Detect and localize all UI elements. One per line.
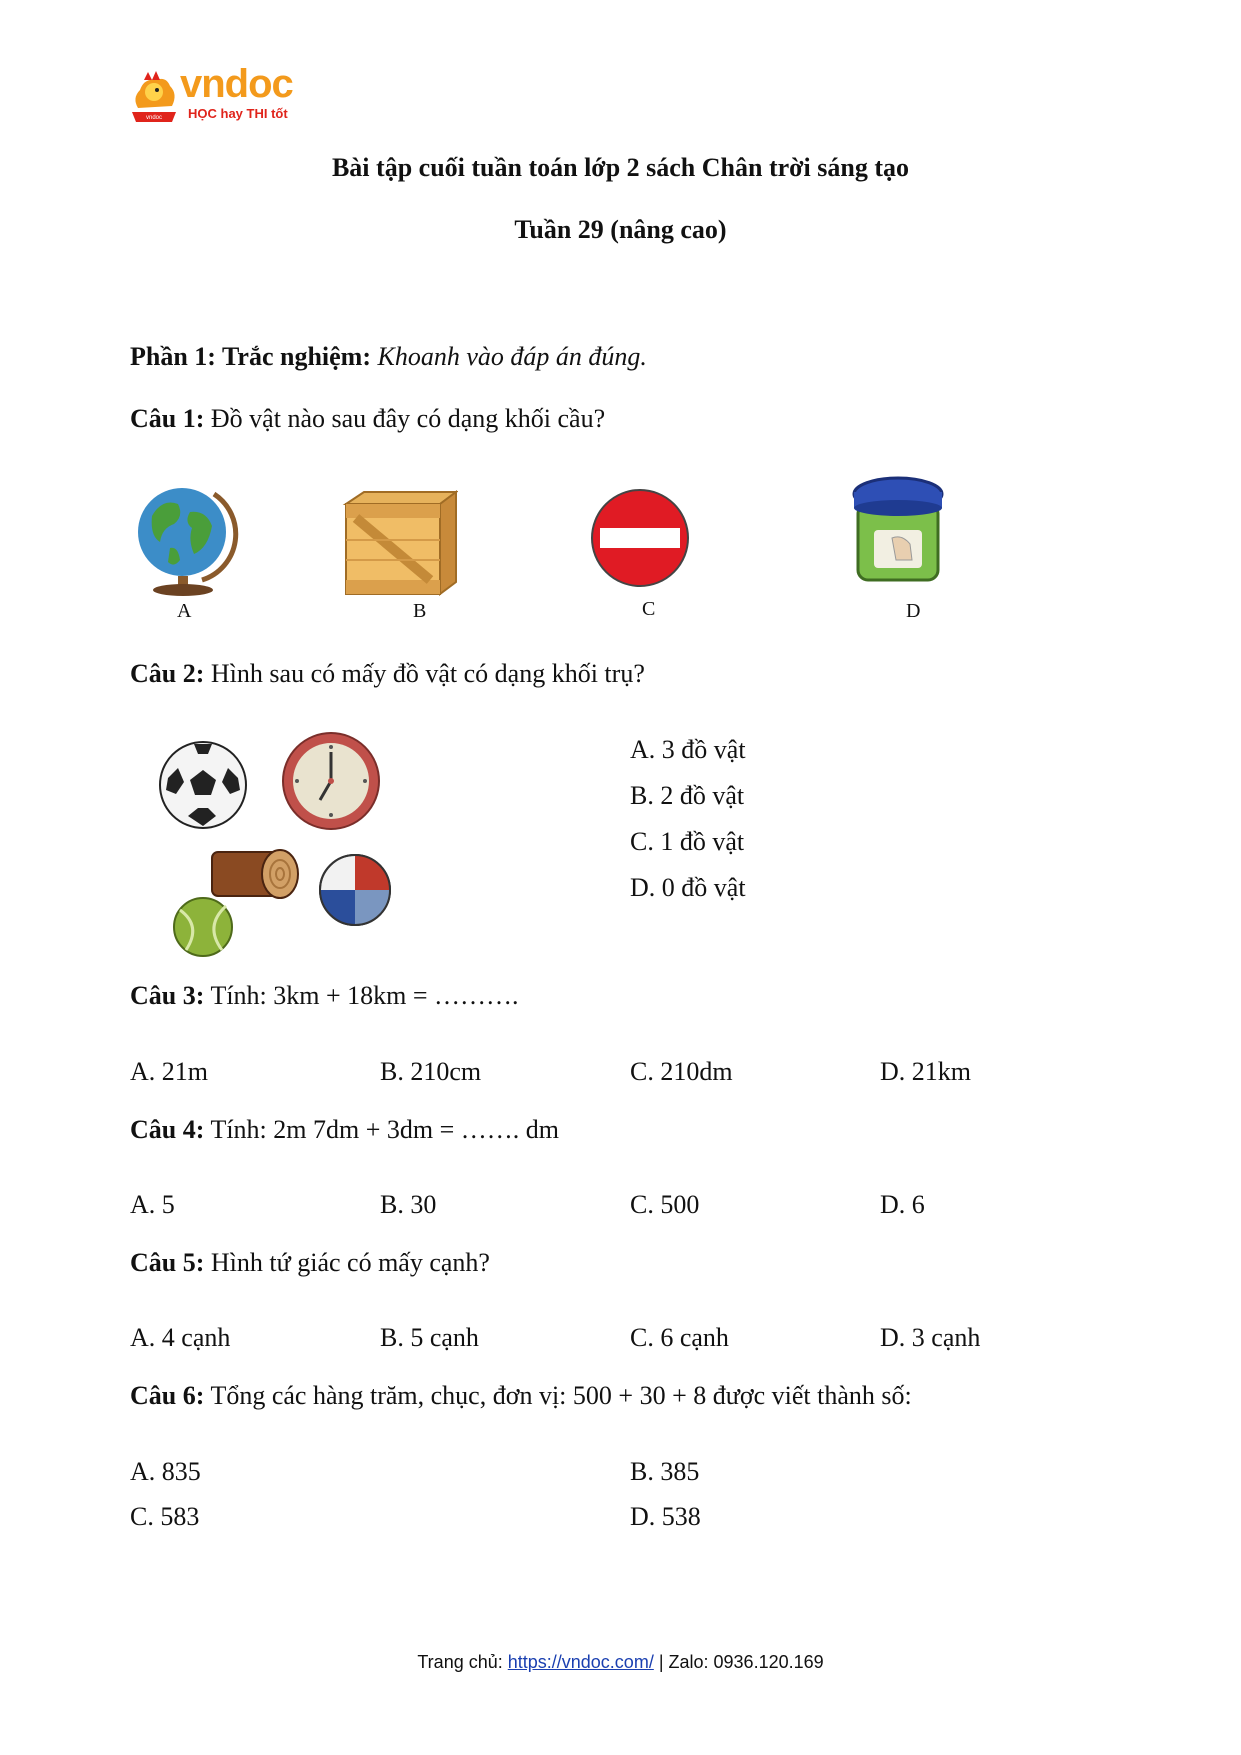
question-3 xyxy=(130,981,519,1011)
question-label: Câu 6: xyxy=(130,1381,205,1410)
question-label: Câu 1: xyxy=(130,404,205,433)
tennis-ball-icon xyxy=(172,896,234,963)
option-d[interactable]: D. 6 xyxy=(880,1190,925,1219)
question-2 xyxy=(130,659,645,689)
question-label: Câu 4: xyxy=(130,1115,205,1144)
soccer-ball-icon xyxy=(158,740,248,835)
question-text: Hình tứ giác có mấy cạnh? xyxy=(210,1248,490,1277)
question-text: Tổng các hàng trăm, chục, đơn vị: 500 + 30 + 8 được viết thành số: xyxy=(210,1381,912,1410)
part1-label: Phần 1: Trắc nghiệm: xyxy=(130,342,371,371)
option-b[interactable]: B. 5 cạnh xyxy=(380,1323,479,1352)
page-subtitle: Tuần 29 (nâng cao) xyxy=(514,215,727,244)
option-d[interactable]: D. 0 đồ vật xyxy=(630,873,746,902)
question-label: Câu 3: xyxy=(130,981,205,1010)
option-b[interactable]: B. 385 xyxy=(630,1457,700,1486)
no-entry-sign-icon xyxy=(588,486,692,595)
question-text: Hình sau có mấy đồ vật có dạng khối trụ? xyxy=(210,659,645,688)
option-a[interactable]: A. 4 cạnh xyxy=(130,1323,231,1352)
option-a[interactable]: A. 3 đồ vật xyxy=(630,735,746,764)
question-1 xyxy=(130,404,605,434)
option-d[interactable]: D. 21km xyxy=(880,1057,971,1086)
part1-heading xyxy=(130,342,647,372)
question-label: Câu 2: xyxy=(130,659,205,688)
option-c[interactable]: C. 210dm xyxy=(630,1057,733,1086)
vndoc-logo xyxy=(130,62,310,130)
option-b[interactable]: B. 210cm xyxy=(380,1057,482,1086)
logo-brand: vndoc xyxy=(180,62,293,106)
globe-icon xyxy=(132,476,240,603)
option-c[interactable]: C. 583 xyxy=(130,1502,200,1531)
beach-ball-icon xyxy=(318,852,392,933)
footer-prefix: Trang chủ: xyxy=(417,1652,508,1672)
option-a[interactable]: A. 21m xyxy=(130,1057,208,1086)
page-title: Bài tập cuối tuần toán lớp 2 sách Chân trời sáng tạo xyxy=(331,153,910,182)
image-caption: C xyxy=(642,598,656,620)
question-text: Đồ vật nào sau đây có dạng khối cầu? xyxy=(210,404,606,433)
svg-text:vndoc: vndoc xyxy=(145,115,163,121)
footer-contact: | Zalo: 0936.120.169 xyxy=(653,1652,824,1672)
logo-tagline: HỌC hay THI tốt xyxy=(188,106,288,121)
jar-icon xyxy=(852,474,944,591)
image-caption: B xyxy=(413,600,427,622)
question-label: Câu 5: xyxy=(130,1248,205,1277)
option-c[interactable]: C. 1 đồ vật xyxy=(630,827,745,856)
image-caption: D xyxy=(906,600,921,622)
option-b[interactable]: B. 30 xyxy=(380,1190,437,1219)
option-a[interactable]: A. 835 xyxy=(130,1457,201,1486)
image-caption: A xyxy=(177,600,192,622)
option-c[interactable]: C. 500 xyxy=(630,1190,700,1219)
part1-instruction: Khoanh vào đáp án đúng. xyxy=(377,342,647,371)
option-b[interactable]: B. 2 đồ vật xyxy=(630,781,745,810)
question-4 xyxy=(130,1115,559,1145)
wall-clock-icon xyxy=(280,730,382,837)
question-text: Tính: 2m 7dm + 3dm = ……. dm xyxy=(210,1115,559,1144)
question-6 xyxy=(130,1381,912,1411)
option-d[interactable]: D. 3 cạnh xyxy=(880,1323,981,1352)
page-footer xyxy=(0,1652,1241,1673)
option-c[interactable]: C. 6 cạnh xyxy=(630,1323,729,1352)
wooden-crate-icon xyxy=(340,490,458,603)
option-d[interactable]: D. 538 xyxy=(630,1502,701,1531)
question-5 xyxy=(130,1248,490,1278)
homepage-link[interactable]: https://vndoc.com/ xyxy=(507,1652,654,1672)
question-text: Tính: 3km + 18km = ………. xyxy=(210,981,519,1010)
option-a[interactable]: A. 5 xyxy=(130,1190,175,1219)
